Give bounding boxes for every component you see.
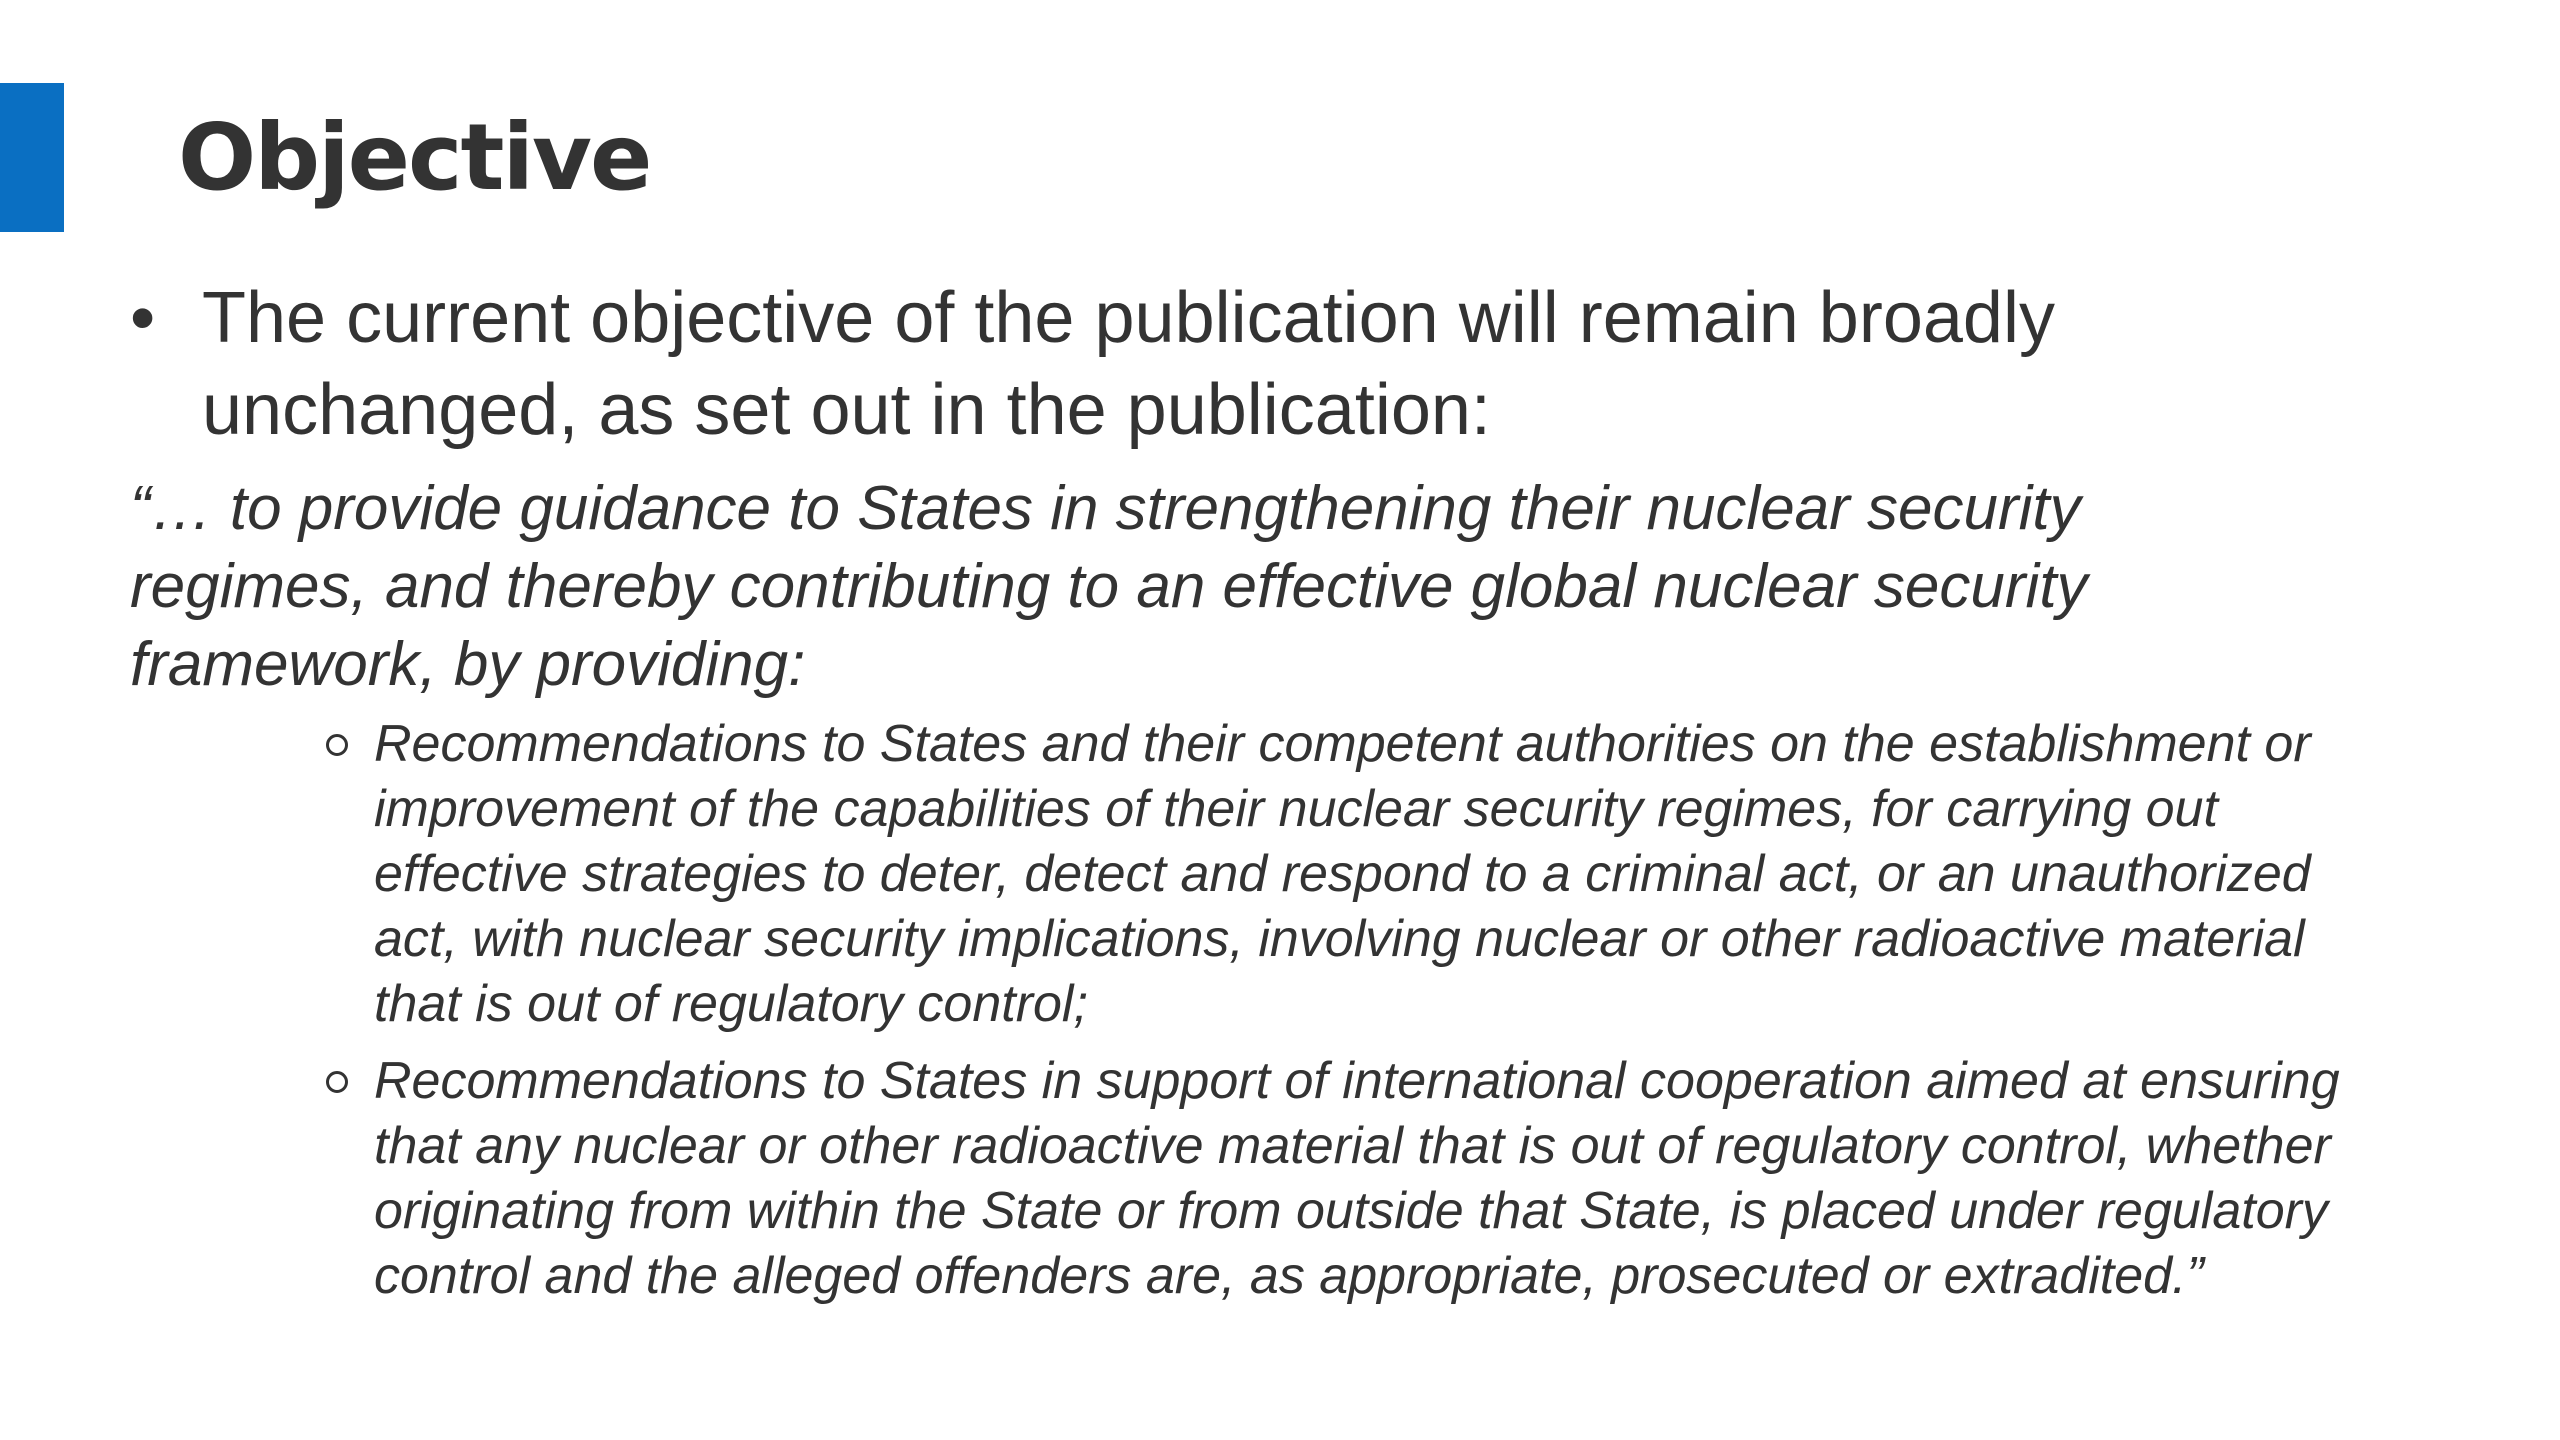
main-bullet-text: The current objective of the publication will remain broadly unchanged, as set out in the publication: bbox=[202, 278, 2055, 450]
title-accent-bar bbox=[0, 83, 64, 232]
sub-bullet-text: Recommendations to States and their competent authorities on the establishment or improvement of the capabilities of their nuclear security regimes, for carrying out effective strategies to deter, detect and respond to a criminal act, or an unauthorized act, with nuclear security implications, involving nuclear or other radioactive material that is out of regulatory control; bbox=[374, 715, 2311, 1033]
sub-bullet-item bbox=[320, 1049, 2380, 1309]
sub-bullet-item bbox=[320, 712, 2380, 1037]
main-bullet bbox=[130, 272, 2250, 456]
quote-intro: “… to provide guidance to States in strengthening their nuclear security regimes, and thereby contributing to an effective global nuclear security framework, by providing: bbox=[130, 474, 2088, 699]
hollow-circle-bullet-icon bbox=[326, 1071, 348, 1093]
slide-title: Objective bbox=[178, 104, 651, 211]
sub-bullet-list bbox=[320, 712, 2380, 1321]
hollow-circle-bullet-icon bbox=[326, 734, 348, 756]
bullet-dot-icon: • bbox=[130, 278, 156, 358]
sub-bullet-text: Recommendations to States in support of international cooperation aimed at ensuring that any nuclear or other radioactive material that is out of regulatory control, whether originating from within the State or from outside that State, is placed under regulatory control and the alleged offenders are, as appropriate, prosecuted or extradited.” bbox=[374, 1052, 2340, 1305]
